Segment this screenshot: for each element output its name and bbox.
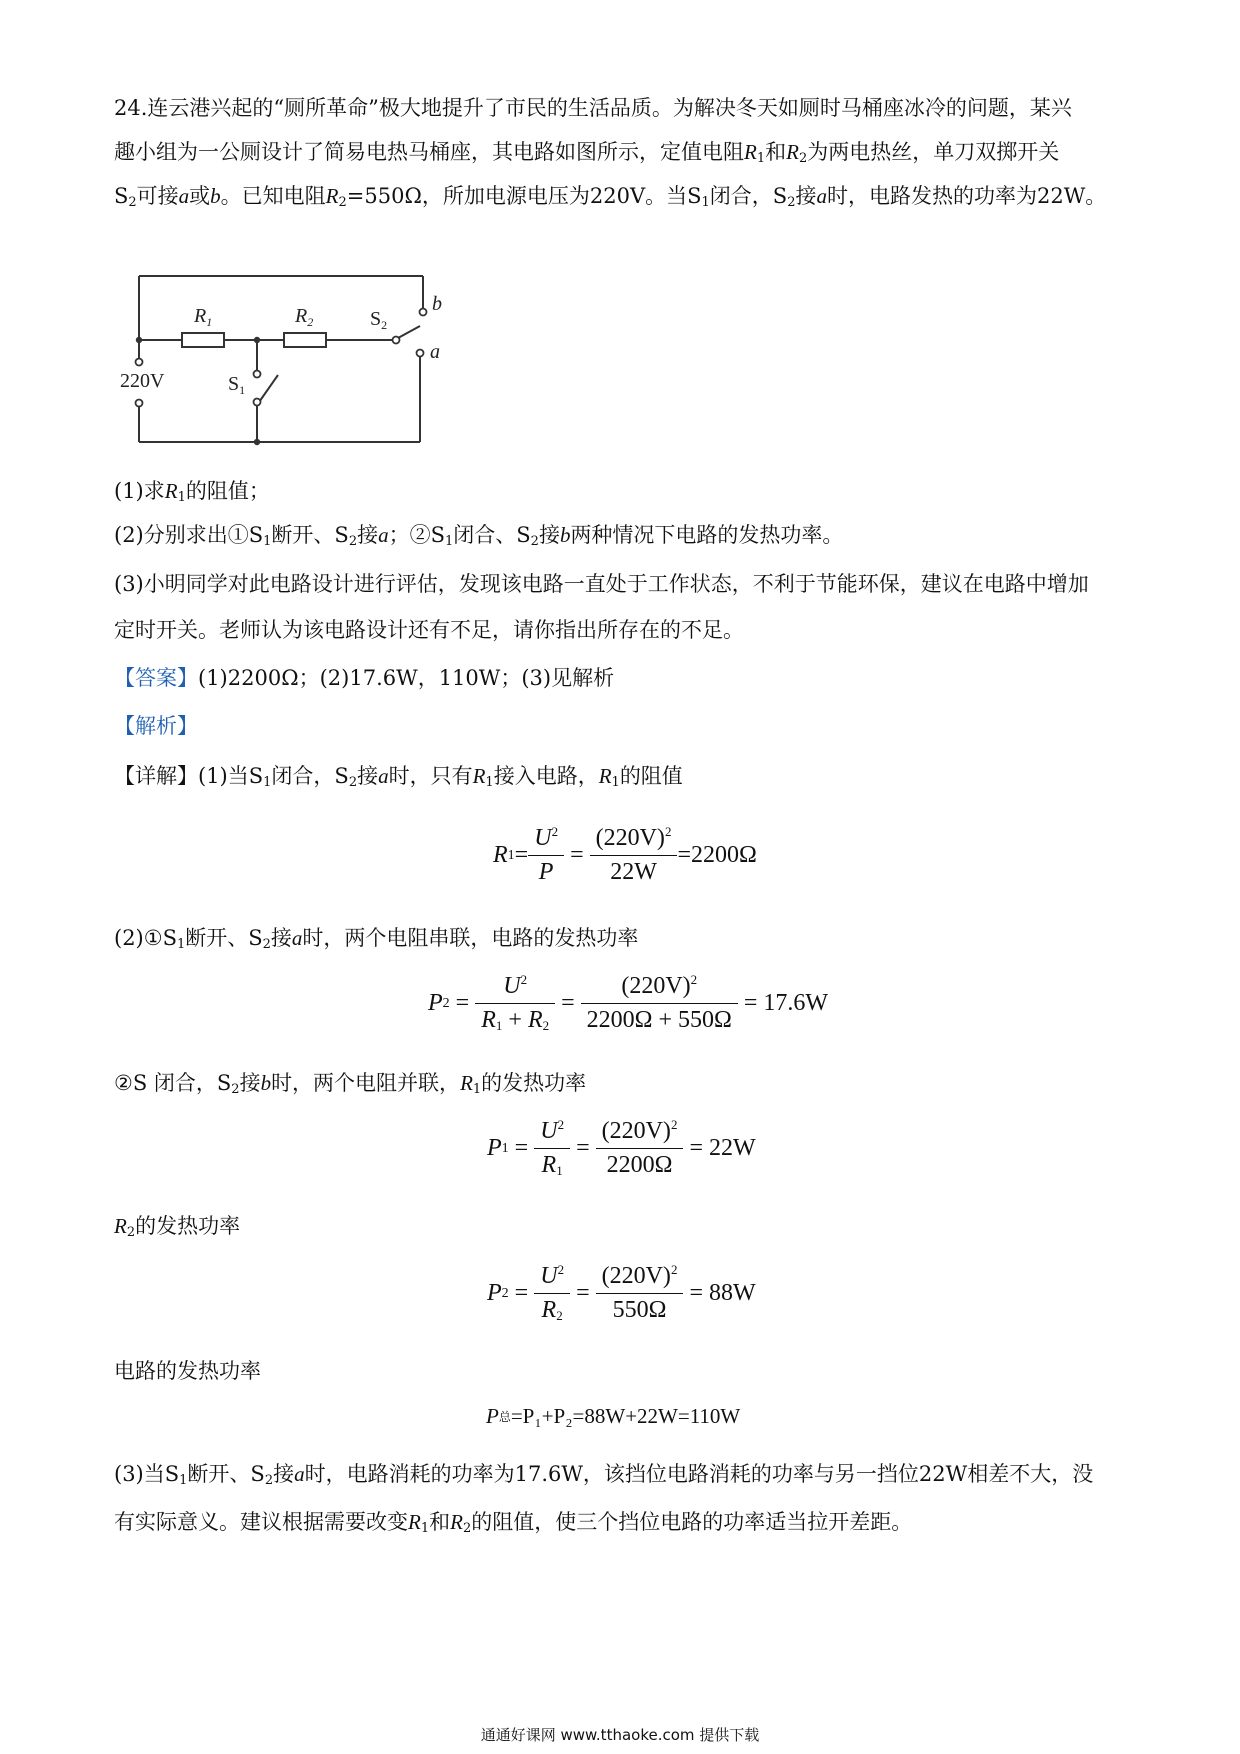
label-r1: $R_1$: [194, 305, 213, 329]
formula-r1-frac-2: $\frac{(220V)^2}{22W}$: [590, 825, 678, 886]
problem-line-1: 24.连云港兴起的“厕所革命”极大地提升了市民的生活品质。为解决冬天如厕时马桶座冰冷的问题，某兴: [114, 96, 1072, 120]
formula-r1-frac-1: $\frac{U^2}{P}$: [528, 825, 564, 886]
analysis-tag: 【解析】: [114, 714, 198, 738]
problem-line-2: 趣小组为一公厕设计了简易电热马桶座，其电路如图所示，定值电阻$R_1$和$R_2$为两电热丝，单刀双掷开关: [114, 140, 1060, 166]
formula-p2-frac-1: $\frac{U^2}{R_1 + R_2}$: [475, 973, 555, 1034]
question-3-line-1: (3)小明同学对此电路设计进行评估，发现该电路一直处于工作状态，不利于节能环保，建议在电路中增加: [114, 572, 1089, 596]
detail-line-5: 电路的发热功率: [114, 1359, 261, 1383]
switch-s2-blade: [398, 326, 420, 338]
detail-line-2: $(2)①S_1$断开、$S_2$接a时，两个电阻串联，电路的发热功率: [114, 926, 639, 952]
detail-line-6: (3)当$S_1$断开、$S_2$接a时，电路消耗的功率为17.6W，该挡位电路消耗的功率与另一挡位22W相差不大，没: [114, 1462, 1094, 1488]
formula-p2b-frac-1: $\frac{U^2}{R_2}$: [534, 1263, 570, 1324]
detail-line-7: 有实际意义。建议根据需要改变$R_1$和$R_2$的阻值，使三个挡位电路的功率适当拉开差距。: [114, 1510, 913, 1536]
resistor-r2: [284, 333, 326, 347]
label-r2: $R_2$: [295, 305, 314, 329]
answer-tag: 【答案】: [114, 666, 198, 690]
formula-p2-parallel: P 2 = $\frac{U^2}{R_2}$ = $\frac{(220V)^2}{550\Omega}$ = 88W: [487, 1262, 756, 1323]
formula-r1: R 1 = $\frac{U^2}{P}$ = $\frac{(220V)^2}{22W}$ =2200Ω: [493, 824, 757, 885]
page-footer: 通通好课网 www.tthaoke.com 提供下载: [480, 1726, 760, 1744]
answer-line: 【答案】(1)2200Ω；(2)17.6W，110W；(3)见解析: [114, 666, 615, 690]
detail-line-1: 【详解】(1)当$S_1$闭合，$S_2$接a时，只有$R_1$接入电路，$R_1$的阻值: [114, 764, 683, 790]
formula-p-total: P 总 =P₁+P₂=88W+22W=110W: [486, 1404, 741, 1428]
resistor-r1: [182, 333, 224, 347]
formula-p2b-frac-2: $\frac{(220V)^2}{550\Omega}$: [596, 1263, 684, 1324]
formula-p1-parallel: P 1 = $\frac{U^2}{R_1}$ = $\frac{(220V)^2}{2200\Omega}$ = 22W: [487, 1117, 756, 1178]
label-s1: $S_1$: [228, 373, 246, 397]
label-voltage: 220V: [120, 370, 165, 392]
question-1: (1)求$R_1$的阻值；: [114, 479, 270, 505]
formula-p2-series: P 2 = $\frac{U^2}{R_1 + R_2}$ = $\frac{(220V)^2}{2200\Omega + 550\Omega}$ = 17.6W: [428, 972, 829, 1033]
analysis-tag-line: [114, 701, 1124, 751]
circuit-diagram: [120, 270, 440, 455]
question-2: (2)分别求出$①S_1$断开、$S_2$接a；$②S_1$闭合、$S_2$接b两种情况下电路的发热功率。: [114, 523, 844, 549]
formula-p2-frac-2: $\frac{(220V)^2}{2200\Omega + 550\Omega}$: [581, 973, 738, 1034]
label-terminal-b: b: [432, 293, 442, 315]
label-terminal-a: a: [430, 341, 440, 363]
problem-line-3: $S_2$可接a或b。已知电阻$R_2=550\Omega$，所加电源电压为220V。当$S_1$闭合，$S_2$接a时，电路发热的功率为22W。: [114, 184, 1107, 210]
question-3-line-2: 定时开关。老师认为该电路设计还有不足，请你指出所存在的不足。: [114, 618, 744, 642]
detail-line-4: $R_2$的发热功率: [114, 1214, 241, 1240]
formula-p1-frac-1: $\frac{U^2}{R_1}$: [534, 1118, 570, 1179]
detail-line-3: ②S 闭合，$S_2$接b时，两个电阻并联，$R_1$的发热功率: [114, 1071, 587, 1097]
formula-p1-frac-2: $\frac{(220V)^2}{2200\Omega}$: [596, 1118, 684, 1179]
label-s2: $S_2$: [370, 308, 388, 332]
